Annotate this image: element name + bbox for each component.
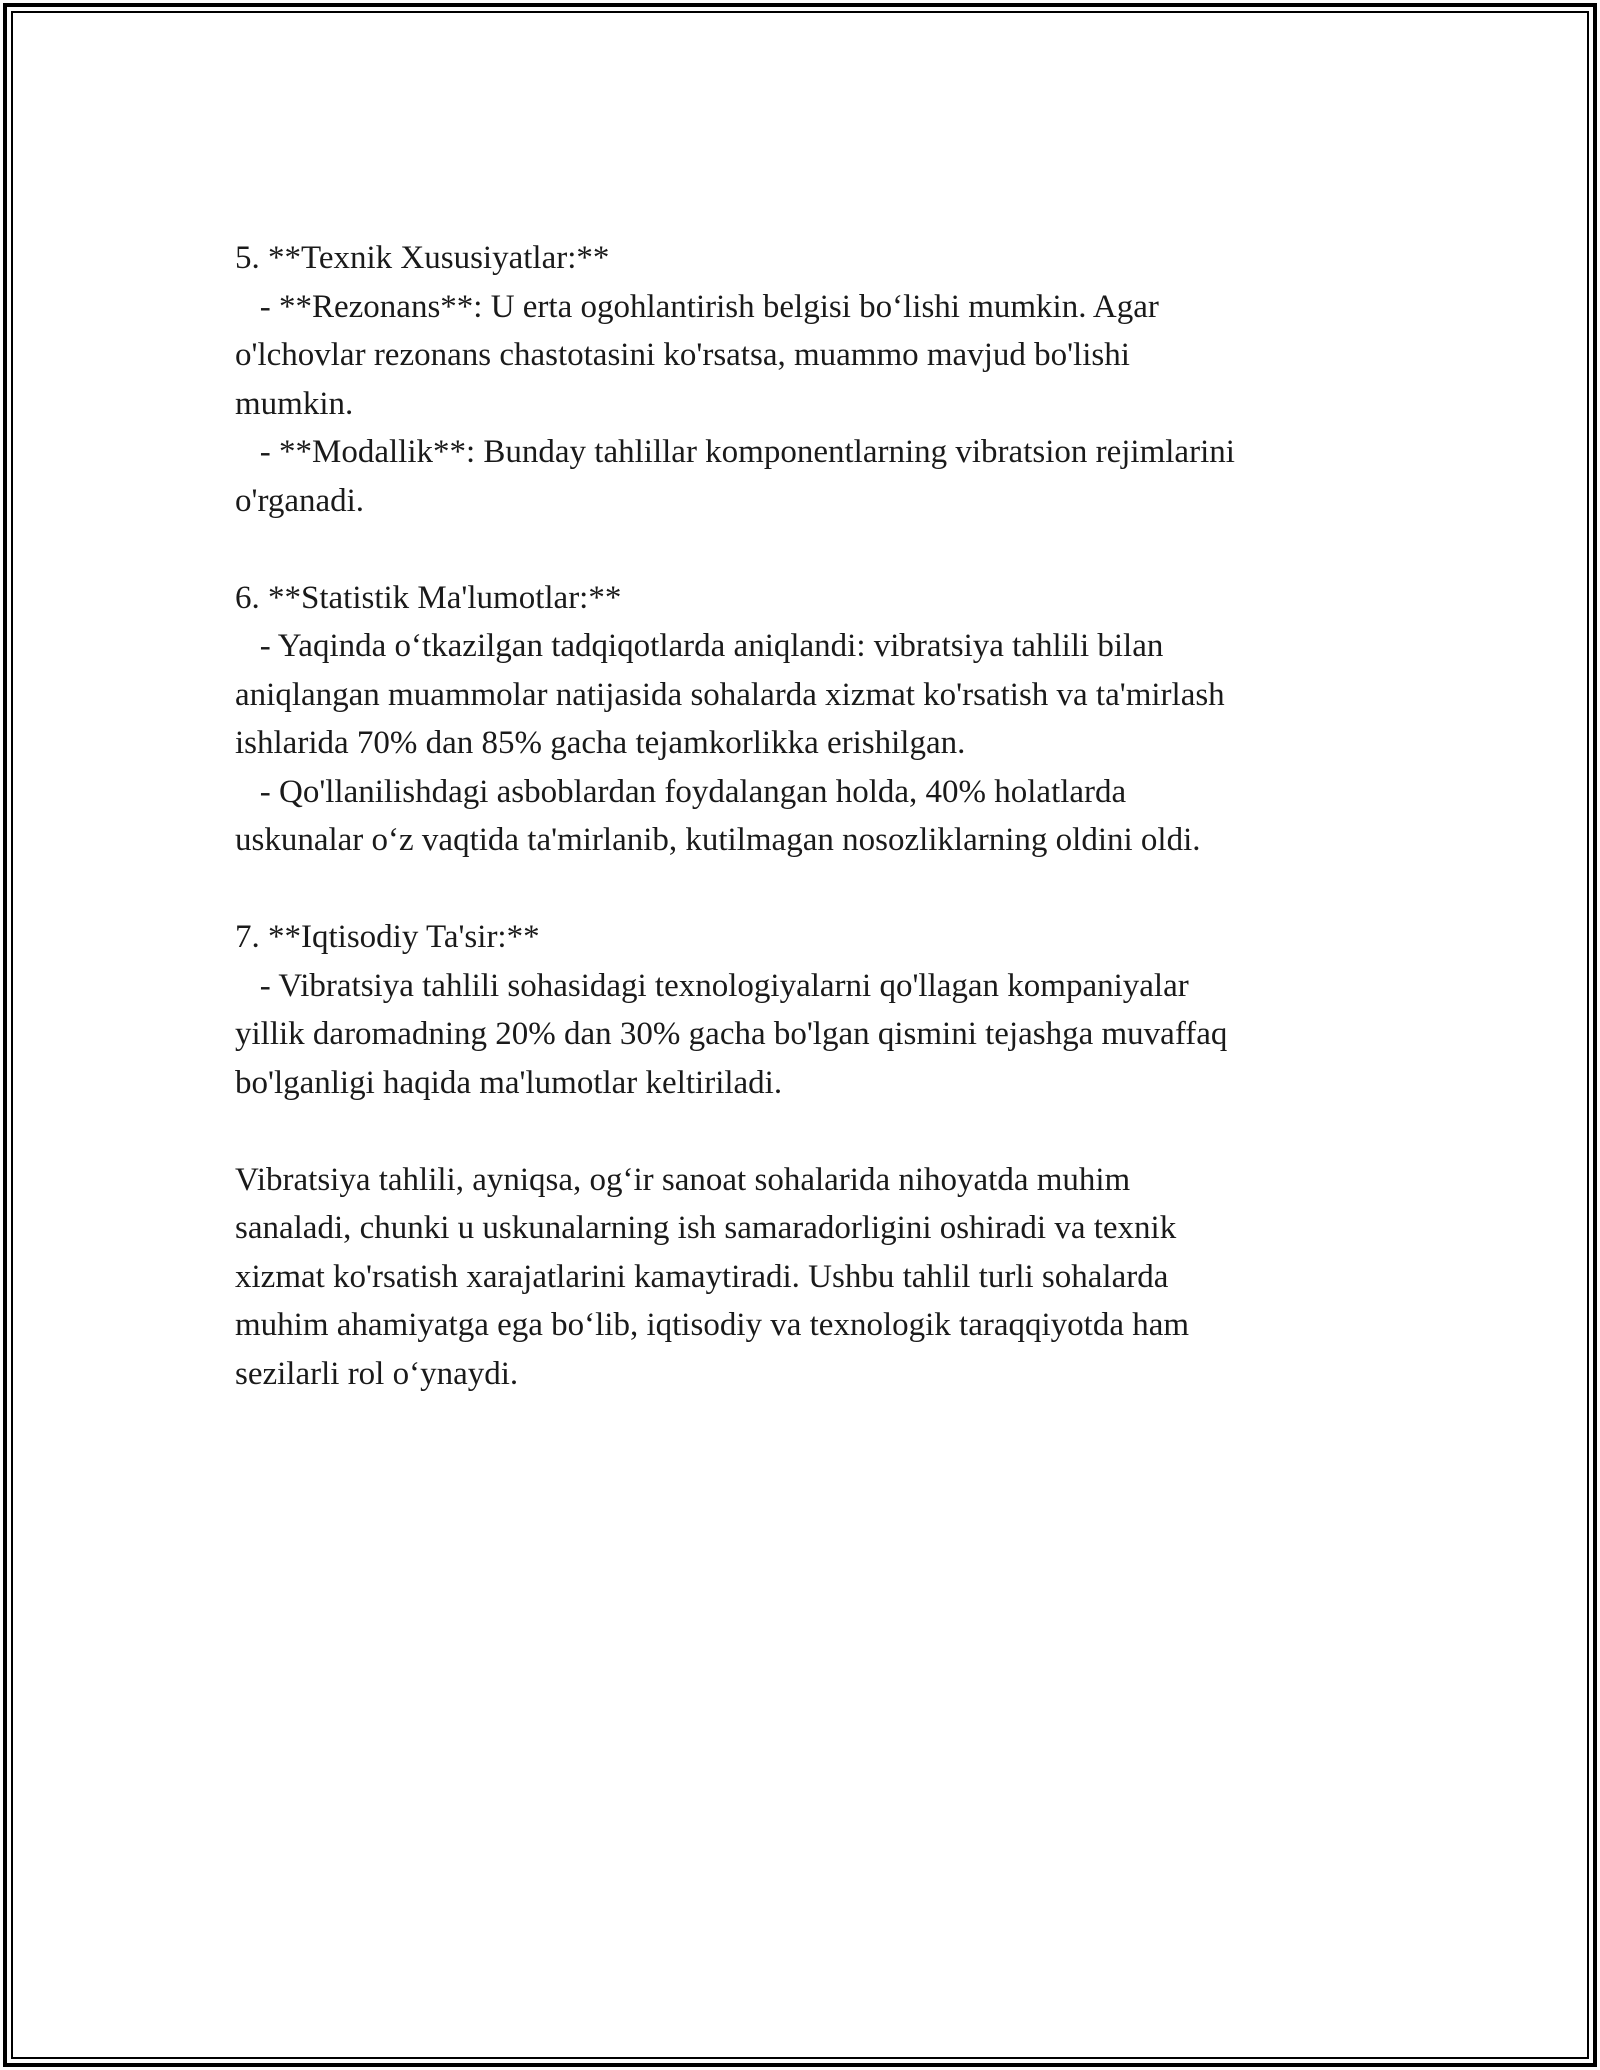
section-technical-features: [235, 234, 1365, 525]
text-line: Vibratsiya tahlili, ayniqsa, og‘ir sanoat sohalarida nihoyatda muhim: [235, 1161, 1131, 1198]
text-line: o'lchovlar rezonans chastotasini ko'rsatsa, muammo mavjud bo'lishi: [235, 337, 1130, 373]
text-line: muhim ahamiyatga ega bo‘lib, iqtisodiy va texnologik taraqqiyotda ham: [235, 1307, 1190, 1343]
text-line: ishlarida 70% dan 85% gacha tejamkorlikka erishilgan.: [235, 725, 966, 761]
paragraph-gap: [235, 1107, 1365, 1156]
section-economic-impact: [235, 913, 1365, 1107]
text-line: - Vibratsiya tahlili sohasidagi texnologiyalarni qo'llagan kompaniyalar: [235, 967, 1189, 1004]
text-line: uskunalar o‘z vaqtida ta'mirlanib, kutilmagan nosozliklarning oldini oldi.: [235, 822, 1201, 858]
document-body: [235, 234, 1365, 1398]
section-heading: 6. **Statistik Ma'lumotlar:**: [235, 579, 622, 616]
text-line: sezilarli rol o‘ynaydi.: [235, 1355, 519, 1392]
text-line: - **Rezonans**: U erta ogohlantirish belgisi bo‘lishi mumkin. Agar: [235, 288, 1159, 325]
text-line: aniqlangan muammolar natijasida sohalarda xizmat ko'rsatish va ta'mirlash: [235, 676, 1225, 713]
paragraph-gap: [235, 525, 1365, 574]
text-line: mumkin.: [235, 385, 354, 422]
text-line: - Qo'llanilishdagi asboblardan foydalangan holda, 40% holatlarda: [235, 773, 1127, 810]
paragraph-gap: [235, 865, 1365, 914]
text-line: o'rganadi.: [235, 482, 365, 519]
text-line: - Yaqinda o‘tkazilgan tadqiqotlarda aniqlandi: vibratsiya tahlili bilan: [235, 628, 1164, 664]
text-line: - **Modallik**: Bunday tahlillar komponentlarning vibratsion rejimlarini: [235, 434, 1235, 470]
text-line: bo'lganligi haqida ma'lumotlar keltiriladi.: [235, 1064, 783, 1101]
text-line: yillik daromadning 20% dan 30% gacha bo'lgan qismini tejashga muvaffaq: [235, 1016, 1228, 1052]
conclusion-paragraph: [235, 1156, 1365, 1399]
section-heading: 7. **Iqtisodiy Ta'sir:**: [235, 919, 540, 955]
text-line: sanaladi, chunki u uskunalarning ish samaradorligini oshiradi va texnik: [235, 1210, 1177, 1246]
section-heading: 5. **Texnik Xususiyatlar:**: [235, 240, 610, 276]
section-statistics: [235, 574, 1365, 865]
text-line: xizmat ko'rsatish xarajatlarini kamaytiradi. Ushbu tahlil turli sohalarda: [235, 1258, 1169, 1295]
